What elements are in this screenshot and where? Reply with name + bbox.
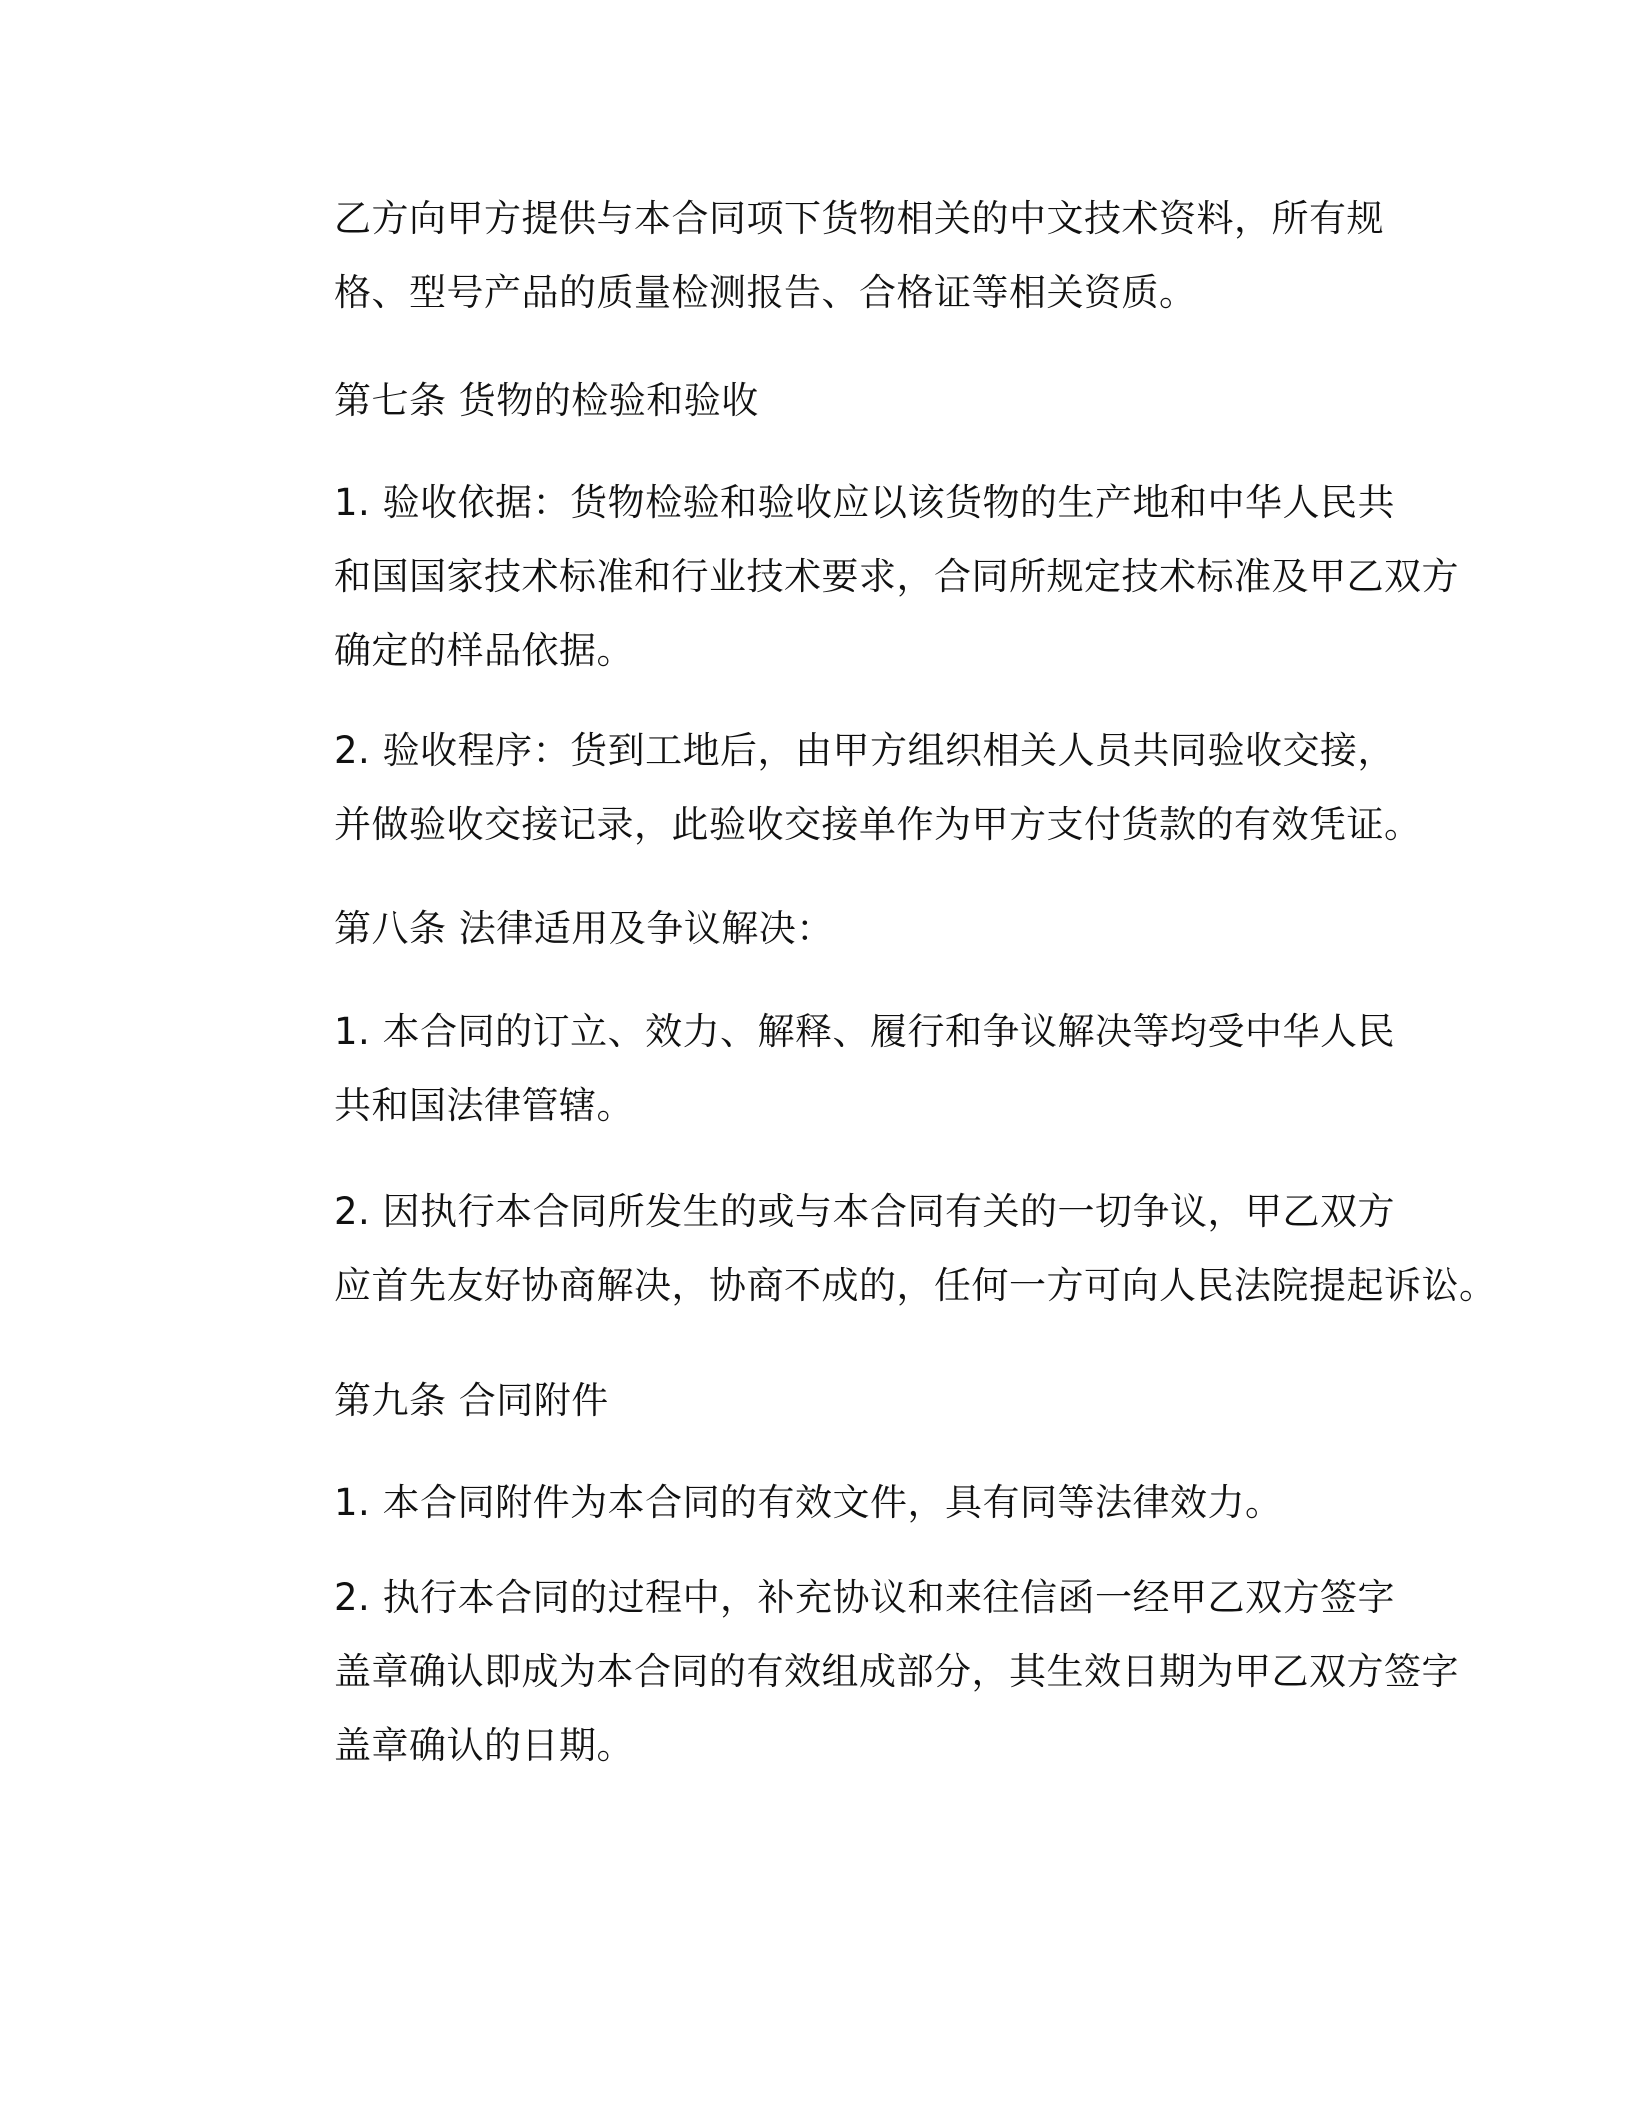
paragraph-attachments-validity	[238, 1466, 1378, 1540]
text-line: 盖章确认即成为本合同的有效组成部分，其生效日期为甲乙双方签字	[334, 1650, 1459, 1693]
text-line: 格、型号产品的质量检测报告、合格证等相关资质。	[334, 271, 1197, 314]
text-line: 应首先友好协商解决，协商不成的，任何一方可向人民法院提起诉讼。	[334, 1264, 1497, 1307]
text-line: 1. 验收依据：货物检验和验收应以该货物的生产地和中华人民共	[334, 481, 1396, 524]
text-line: 1. 本合同的订立、效力、解释、履行和争议解决等均受中华人民	[334, 1010, 1396, 1053]
paragraph-governing-law	[238, 995, 1396, 1143]
text-line: 2. 因执行本合同所发生的或与本合同有关的一切争议，甲乙双方	[334, 1190, 1396, 1233]
text-line: 2. 验收程序：货到工地后，由甲方组织相关人员共同验收交接，	[334, 729, 1396, 772]
paragraph-supplementary-agreements	[238, 1561, 1459, 1783]
text-line: 2. 执行本合同的过程中，补充协议和来往信函一经甲乙双方签字	[334, 1576, 1396, 1619]
text-line: 确定的样品依据。	[334, 629, 634, 672]
heading-text: 第七条 货物的检验和验收	[334, 379, 759, 422]
heading-text: 第九条 合同附件	[334, 1379, 609, 1422]
article-7-heading	[238, 364, 1378, 438]
paragraph-dispute-resolution	[238, 1175, 1497, 1323]
paragraph-acceptance-procedure	[238, 714, 1422, 862]
text-line: 盖章确认的日期。	[334, 1724, 634, 1767]
text-line: 并做验收交接记录，此验收交接单作为甲方支付货款的有效凭证。	[334, 803, 1422, 846]
article-9-heading	[238, 1364, 1378, 1438]
paragraph-acceptance-basis	[238, 466, 1459, 688]
text-line: 共和国法律管辖。	[334, 1084, 634, 1127]
text-line: 1. 本合同附件为本合同的有效文件，具有同等法律效力。	[334, 1481, 1283, 1524]
article-8-heading	[238, 892, 1378, 966]
text-line: 和国国家技术标准和行业技术要求，合同所规定技术标准及甲乙双方	[334, 555, 1459, 598]
paragraph-technical-documents	[238, 182, 1384, 330]
text-line: 乙方向甲方提供与本合同项下货物相关的中文技术资料，所有规	[334, 197, 1384, 240]
heading-text: 第八条 法律适用及争议解决：	[334, 907, 834, 950]
